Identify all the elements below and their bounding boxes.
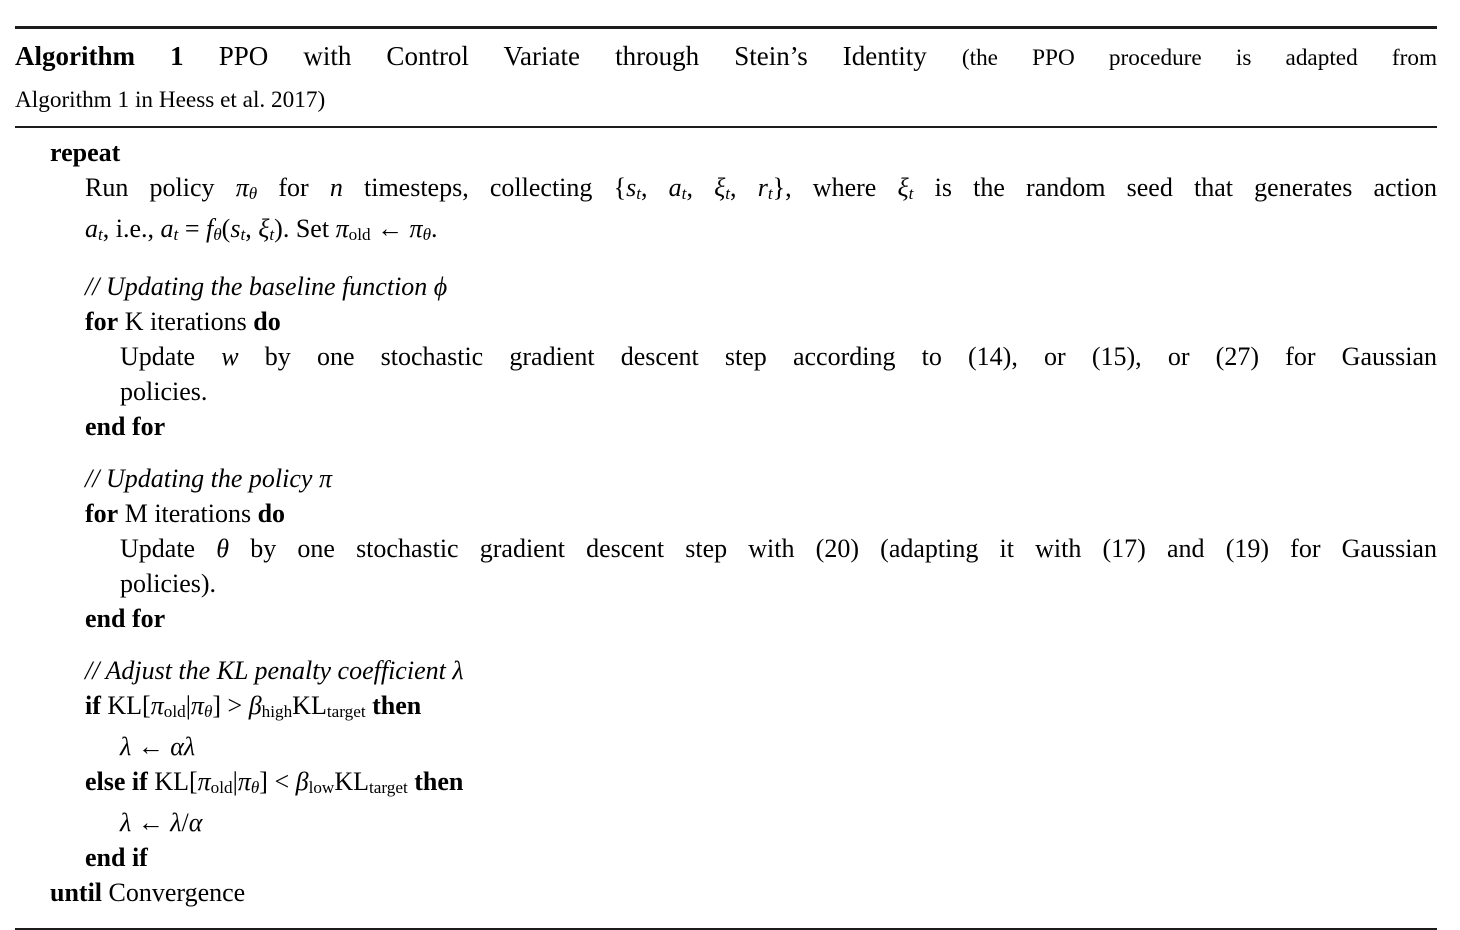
collect-rollout-line-run-13: ξ: [714, 173, 726, 202]
comment-kl-penalty-run-1: λ: [452, 656, 464, 686]
rollout-continuation-line-run-12: ξ: [258, 214, 270, 244]
lambda-decrease-line-run-2: λ: [170, 808, 182, 838]
if-kl-high-line-run-13: then: [372, 691, 422, 721]
collect-rollout-line-run-17: t: [767, 184, 773, 204]
rollout-continuation-line-run-4: t: [173, 225, 179, 245]
rollout-continuation-line-run-6: f: [206, 214, 214, 244]
collect-rollout-line: [50, 170, 1437, 211]
caption-line-1-run-1: PPO with Control Variate through Stein’s Identity: [183, 41, 962, 71]
policy-sgd-continuation-line: [50, 566, 1437, 601]
collect-rollout-line-run-11: t: [681, 184, 687, 204]
algorithm-body: [15, 128, 1437, 928]
if-kl-high-line-run-8: β: [248, 691, 262, 721]
comment-policy-update-run-1: π: [318, 464, 332, 494]
rollout-continuation-line-run-3: a: [160, 214, 174, 244]
end-if-line-run-0: end if: [85, 843, 148, 873]
if-kl-high-line: [50, 688, 1437, 729]
if-kl-high-line-run-1: KL[: [100, 691, 151, 721]
collect-rollout-line-run-19: , where: [785, 173, 898, 202]
else-if-kl-low-line-run-2: π: [197, 767, 211, 797]
baseline-sgd-line-run-0: Update: [120, 342, 222, 372]
lambda-increase-line-run-3: λ: [183, 732, 196, 762]
if-kl-high-line-run-10: KL: [292, 691, 327, 721]
collect-rollout-line-run-0: Run policy: [85, 173, 236, 202]
rollout-continuation-line-run-14: ): [274, 214, 283, 244]
caption-line-2-run-0: Algorithm 1 in Heess et al. 2017): [15, 87, 326, 113]
else-if-kl-low-line-run-4: |: [232, 767, 238, 797]
collect-rollout-line-run-15: ,: [730, 173, 758, 202]
end-for-policy-line: [50, 601, 1437, 636]
baseline-sgd-line-run-1: w: [221, 342, 239, 372]
rollout-continuation-line-run-11: ,: [245, 214, 259, 244]
end-for-policy-line-run-0: end for: [85, 604, 166, 634]
caption-line-2: [15, 78, 1437, 120]
if-kl-high-line-run-9: high: [261, 702, 293, 722]
policy-sgd-line-run-1: θ: [216, 534, 230, 564]
else-if-kl-low-line-run-7: ] <: [259, 767, 296, 797]
policy-sgd-line-run-0: Update: [120, 534, 217, 564]
rollout-continuation-line-run-0: a: [85, 214, 98, 244]
policy-sgd-line: [50, 531, 1437, 566]
rollout-continuation-line-run-9: s: [230, 214, 241, 244]
rollout-continuation-line-run-8: (: [221, 214, 231, 244]
if-kl-high-line-run-11: target: [326, 702, 366, 722]
for-m-line-run-2: do: [257, 499, 286, 529]
for-m-line: [50, 496, 1437, 531]
else-if-kl-low-line-run-11: target: [368, 778, 408, 798]
end-for-baseline-line-run-0: end for: [85, 412, 166, 442]
comment-baseline-update: [50, 269, 1437, 304]
lambda-increase-line: [50, 729, 1437, 764]
for-k-line-run-1: K iterations: [118, 307, 254, 337]
collect-rollout-line-run-8: t: [636, 184, 641, 204]
lambda-increase-line-run-0: λ: [120, 732, 132, 762]
collect-rollout-line-run-4: n: [329, 173, 343, 202]
collect-rollout-line-run-12: ,: [686, 173, 715, 202]
if-kl-high-line-run-6: θ: [203, 702, 213, 722]
caption-line-1-run-2: (the PPO procedure is adapted from: [961, 45, 1437, 71]
rollout-continuation-line-run-7: θ: [213, 225, 222, 245]
lambda-decrease-line-run-3: /: [181, 808, 189, 838]
comment-policy-update-run-0: // Updating the policy: [85, 464, 319, 494]
comment-baseline-update-run-0: // Updating the baseline function: [85, 272, 434, 302]
if-kl-high-line-run-3: old: [163, 702, 186, 722]
rollout-continuation-line-run-20: θ: [422, 225, 432, 245]
caption-line-1-run-0: Algorithm 1: [15, 41, 184, 71]
policy-sgd-line-run-2: by one stochastic gradient descent step with (20) (adapting it with (17) and (19) for Gaussian: [229, 534, 1437, 564]
collect-rollout-line-run-18: }: [772, 173, 786, 202]
for-m-line-run-0: for: [85, 499, 119, 529]
collect-rollout-line-run-1: π: [235, 173, 249, 202]
collect-rollout-line-run-3: for: [257, 173, 330, 202]
lambda-increase-line-run-2: α: [170, 732, 184, 762]
lambda-decrease-line-run-1: ←: [131, 808, 171, 838]
else-if-kl-low-line-run-0: else if: [85, 767, 148, 797]
lambda-increase-line-run-1: ←: [131, 732, 171, 762]
baseline-sgd-line: [50, 339, 1437, 374]
rollout-continuation-line-run-5: =: [178, 214, 206, 244]
if-kl-high-line-run-7: ] >: [212, 691, 249, 721]
lambda-decrease-line: [50, 805, 1437, 840]
comment-baseline-update-run-1: ϕ: [433, 272, 448, 302]
if-kl-high-line-run-4: |: [185, 691, 191, 721]
collect-rollout-line-run-6: {: [613, 173, 627, 202]
collect-rollout-line-run-2: θ: [248, 184, 258, 204]
rollout-continuation-line-run-13: t: [269, 225, 275, 245]
rollout-continuation-line-run-17: old: [348, 225, 371, 245]
for-k-line-run-0: for: [85, 307, 119, 337]
for-m-line-run-1: M iterations: [118, 499, 258, 529]
if-kl-high-line-run-2: π: [150, 691, 164, 721]
collect-rollout-line-run-14: t: [725, 184, 731, 204]
rollout-continuation-line-run-18: ←: [370, 214, 410, 244]
rollout-continuation-line-run-16: π: [335, 214, 349, 244]
rollout-continuation-line-run-19: π: [409, 214, 423, 244]
comment-policy-update: [50, 461, 1437, 496]
else-if-kl-low-line-run-5: π: [237, 767, 251, 797]
lambda-decrease-line-run-4: α: [188, 808, 203, 838]
collect-rollout-line-run-7: s: [626, 173, 637, 202]
until-line-run-1: Convergence: [102, 878, 246, 908]
end-if-line: [50, 840, 1437, 875]
repeat-line-run-0: repeat: [50, 138, 121, 167]
baseline-sgd-continuation-line-run-0: policies.: [120, 377, 208, 407]
until-line: [50, 875, 1437, 910]
collect-rollout-line-run-20: ξ: [897, 173, 909, 202]
else-if-kl-low-line-run-1: KL[: [147, 767, 198, 797]
else-if-kl-low-line-run-10: KL: [334, 767, 369, 797]
rollout-continuation-line-run-2: , i.e.,: [102, 214, 161, 244]
for-k-line: [50, 304, 1437, 339]
comment-kl-penalty: [50, 653, 1437, 688]
collect-rollout-line-run-21: t: [908, 184, 914, 204]
lambda-decrease-line-run-0: λ: [120, 808, 132, 838]
rollout-continuation-line-run-10: t: [240, 225, 246, 245]
else-if-kl-low-line-run-8: β: [295, 767, 309, 797]
rollout-continuation-line-run-15: . Set: [282, 214, 336, 244]
if-kl-high-line-run-0: if: [85, 691, 101, 721]
repeat-line: [50, 135, 1437, 170]
collect-rollout-line-run-22: is the random seed that generates action: [913, 173, 1438, 202]
policy-sgd-continuation-line-run-0: policies).: [120, 569, 217, 599]
algorithm-box: [15, 26, 1437, 930]
caption-line-1: [15, 36, 1437, 78]
algorithm-caption: [15, 29, 1437, 126]
else-if-kl-low-line-run-3: old: [210, 778, 233, 798]
rollout-continuation-line-run-21: .: [431, 214, 438, 244]
else-if-kl-low-line-run-9: low: [308, 778, 335, 798]
collect-rollout-line-run-5: timesteps, collecting: [342, 173, 614, 202]
baseline-sgd-continuation-line: [50, 374, 1437, 409]
end-for-baseline-line: [50, 409, 1437, 444]
baseline-sgd-line-run-2: by one stochastic gradient descent step according to (14), or (15), or (27) for Gaussian: [238, 342, 1437, 372]
if-kl-high-line-run-5: π: [190, 691, 204, 721]
else-if-kl-low-line: [50, 764, 1437, 805]
collect-rollout-line-run-10: a: [668, 173, 682, 202]
comment-kl-penalty-run-0: // Adjust the KL penalty coefficient: [85, 656, 453, 686]
else-if-kl-low-line-run-6: θ: [250, 778, 260, 798]
until-line-run-0: until: [50, 878, 103, 908]
rollout-continuation-line-run-1: t: [98, 225, 103, 245]
else-if-kl-low-line-run-13: then: [414, 767, 464, 797]
for-k-line-run-2: do: [253, 307, 281, 337]
collect-rollout-line-run-16: r: [757, 173, 768, 202]
collect-rollout-line-run-9: ,: [640, 173, 669, 202]
rollout-continuation-line: [50, 211, 1437, 252]
